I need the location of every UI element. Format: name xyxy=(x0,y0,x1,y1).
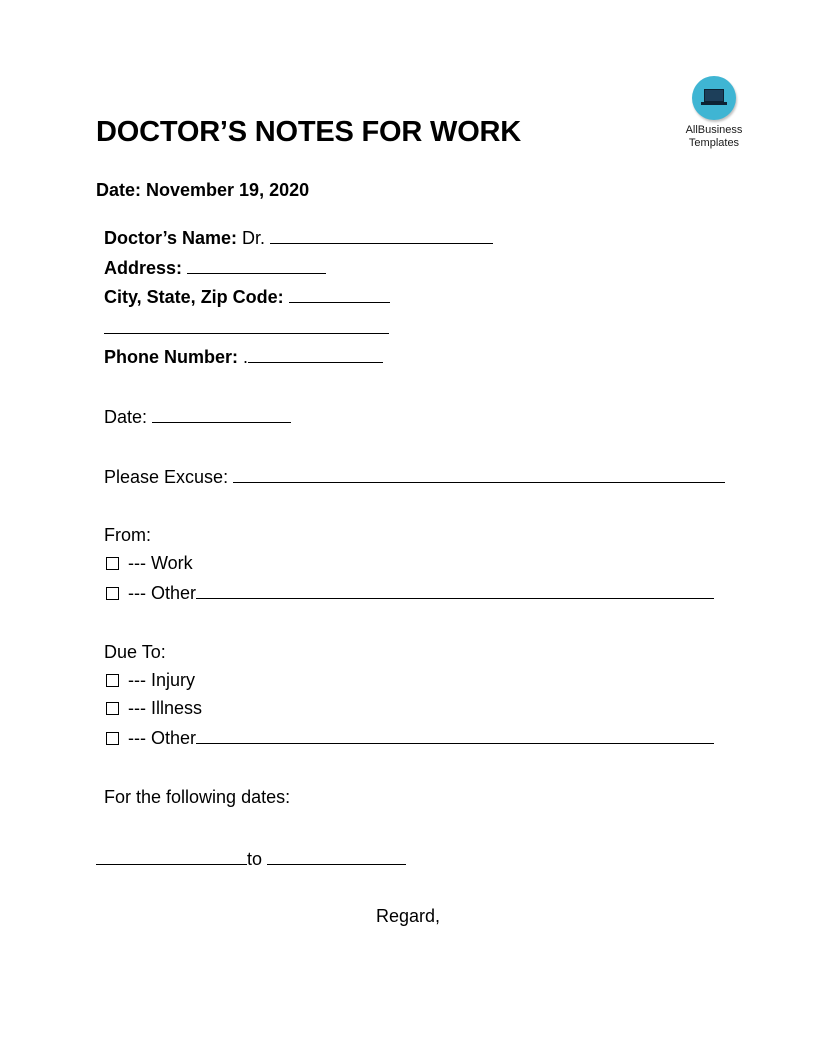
logo-line-1: AllBusiness xyxy=(685,124,743,136)
due-option-other xyxy=(106,726,714,748)
doctor-name-field[interactable] xyxy=(270,226,493,244)
address-label: Address: xyxy=(104,258,183,278)
address-row xyxy=(104,256,326,278)
closing-text: Regard, xyxy=(376,906,441,926)
from-option-other xyxy=(106,581,714,603)
option-label: --- Illness xyxy=(128,698,203,718)
excuse-field[interactable] xyxy=(233,465,725,483)
phone-field[interactable] xyxy=(248,345,383,363)
from-other-field[interactable] xyxy=(196,581,714,599)
excuse-label: Please Excuse: xyxy=(104,467,229,487)
allbusiness-logo xyxy=(678,76,750,150)
checkbox-injury[interactable] xyxy=(106,674,119,687)
due-other-field[interactable] xyxy=(196,726,714,744)
due-to-label: Due To: xyxy=(104,642,166,662)
date-to-field[interactable] xyxy=(267,847,406,865)
doctor-name-row xyxy=(104,226,493,248)
document-date: Date: November 19, 2020 xyxy=(96,180,310,200)
excuse-row xyxy=(104,465,725,487)
address-field[interactable] xyxy=(187,256,326,274)
from-option-work xyxy=(106,553,193,573)
checkbox-due-other[interactable] xyxy=(106,732,119,745)
date-row xyxy=(104,405,291,427)
laptop-icon xyxy=(692,76,736,120)
logo-line-2: Templates xyxy=(688,137,740,149)
phone-row xyxy=(104,345,383,367)
checkbox-from-other[interactable] xyxy=(106,587,119,600)
dates-label: For the following dates: xyxy=(104,787,291,807)
option-label: --- Other xyxy=(128,728,197,748)
phone-mark: . xyxy=(238,347,249,367)
date-from-field[interactable] xyxy=(96,847,247,865)
to-word: to xyxy=(247,849,263,869)
option-label: --- Work xyxy=(128,553,193,573)
address-extra-line-field[interactable] xyxy=(104,333,389,334)
doctor-name-label: Doctor’s Name: xyxy=(104,228,238,248)
date-range-row xyxy=(96,847,406,869)
city-state-zip-row xyxy=(104,285,390,307)
checkbox-illness[interactable] xyxy=(106,702,119,715)
due-option-illness xyxy=(106,698,202,718)
date-label: Date: xyxy=(104,407,148,427)
from-label: From: xyxy=(104,525,151,545)
option-label: --- Other xyxy=(128,583,197,603)
checkbox-work[interactable] xyxy=(106,557,119,570)
option-label: --- Injury xyxy=(128,670,195,690)
due-option-injury xyxy=(106,670,195,690)
date-field[interactable] xyxy=(152,405,291,423)
city-state-zip-field[interactable] xyxy=(289,285,390,303)
page-title: DOCTOR’S NOTES FOR WORK xyxy=(96,116,522,148)
city-state-zip-label: City, State, Zip Code: xyxy=(104,287,284,307)
doctor-name-prefix: Dr. xyxy=(237,228,271,248)
phone-label: Phone Number: xyxy=(104,347,239,367)
